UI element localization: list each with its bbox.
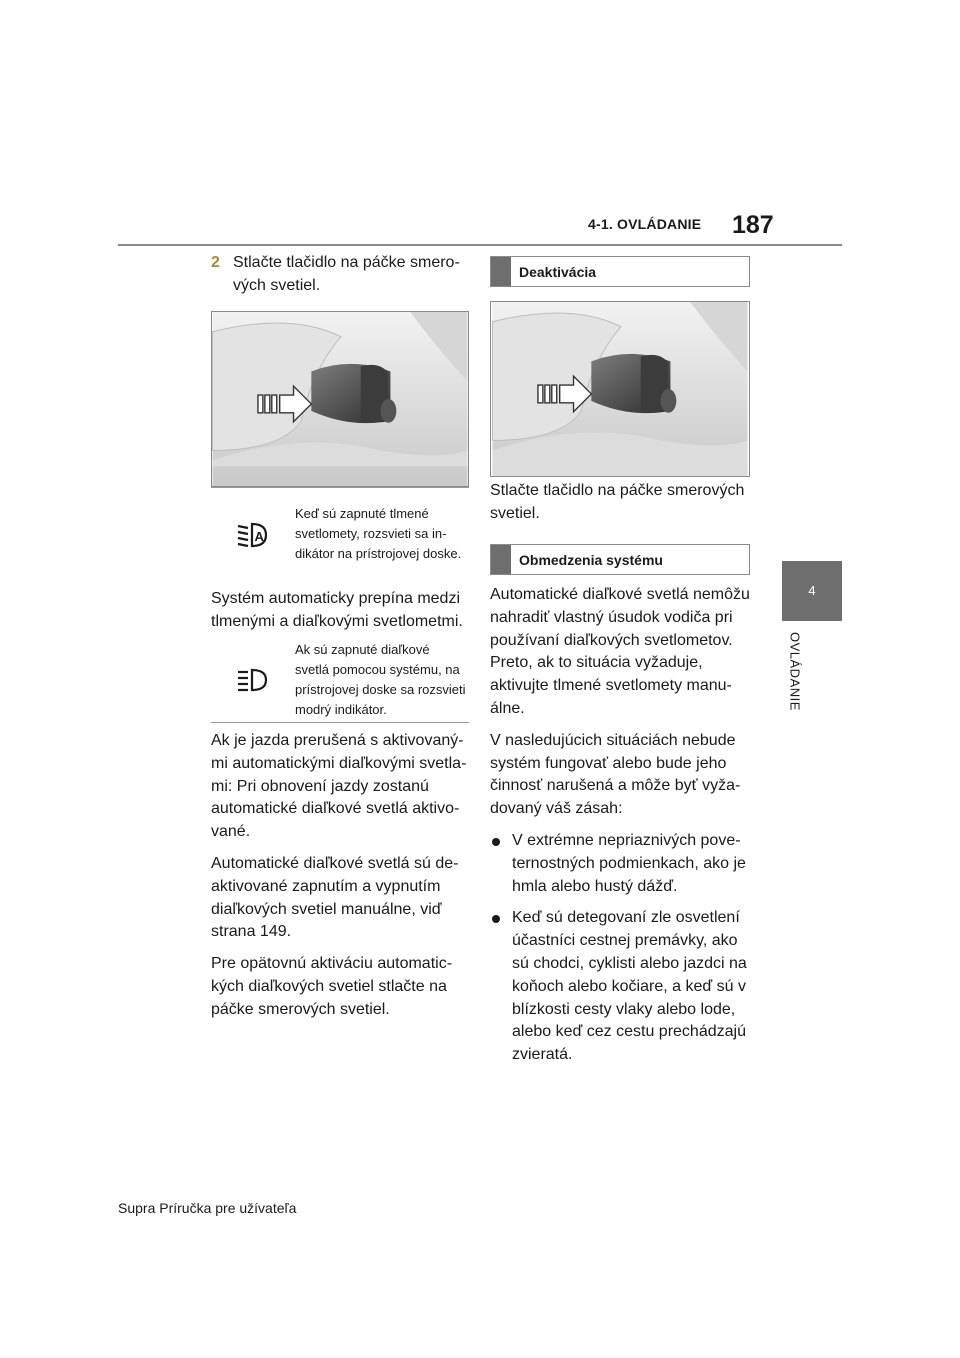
heading-bar [491,257,511,286]
list-item: Keď sú detegovaní zle osvetlení účastníci cestnej premávky, ako sú chodci, cyklisti alebo jazdci na koňoch alebo kočiare, a keď sú v blízkosti cesty vlaky alebo lode, alebo keď cez cestu prechádzajú zvieratá. [490,907,754,1067]
step-number: 2 [211,254,220,271]
deactivation-text: Stlačte tlačidlo na páčke smerových svetiel. [490,482,745,522]
paragraph-deactivation-manual: Automatické diaľkové svetlá sú deaktivované zapnutím a vypnutím diaľkových svetiel manuálne, viď strana 149. [211,854,459,941]
chapter-tab: 4 [782,561,842,621]
svg-text:A: A [254,529,264,544]
chapter-label: OVLÁDANIE [787,632,803,711]
list-item: V extrémne nepriaznivých poveternostných podmienkach, ako je hmla alebo hustý dážď. [490,830,754,898]
footer-text: Supra Príručka pre užívateľa [118,1200,297,1216]
low-beam-auto-icon [236,520,270,548]
high-beam-icon [236,667,270,693]
stalk-illustration-svg [212,312,468,486]
limits-paragraph-1: Automatické diaľkové svetlá nemôžu nahradiť vlastný úsudok vodiča pri používaní diaľkových svetlometov. Preto, ak to situácia vyžaduje, aktivujte tlmené svetlomety manuálne. [490,586,750,717]
low-beam-note-text: Keď sú zapnuté tlmené svetlomety, rozsvieti sa indikátor na prístrojovej doske. [295,506,462,561]
heading-bar [491,545,511,574]
section-title: 4-1. OVLÁDANIE [588,216,702,232]
page-number: 187 [732,211,774,239]
limits-paragraph-2: V nasledujúcich situáciách nebude systém fungovať alebo bude jeho činnosť narušená a môže byť vyžadovaný váš zásah: [490,731,741,818]
auto-switch-paragraph: Systém automaticky prepína medzi tlmenými a diaľkovými svetlometmi. [211,590,463,630]
stalk-button-illustration [211,311,469,487]
limits-bullet-list [490,830,754,1067]
deactivation-illustration-svg [491,302,749,476]
paragraph-reactivation: Pre opätovnú aktiváciu automatických diaľkových svetiel stlačte na páčke smerových svetiel. [211,955,453,1018]
header-divider [118,244,842,246]
step-2 [211,252,469,298]
deactivation-illustration [490,301,750,477]
note-divider-bottom [211,722,469,723]
heading-deactivation: Deaktivácia [490,256,750,287]
high-beam-note-text: Ak sú zapnuté diaľkové svetlá pomocou systému, na prístrojovej doske sa rozsvieti modrý indikátor. [295,642,466,717]
heading-system-limits: Obmedzenia systému [490,544,750,575]
paragraph-interruption: Ak je jazda prerušená s aktivovanými automatickými diaľkovými svetlami: Pri obnovení jazdy zostanú automatické diaľkové svetlá aktivované. [211,732,467,841]
high-beam-note [211,640,469,720]
step-text: Stlačte tlačidlo na páčke smerových svetiel. [233,254,460,294]
low-beam-note [211,494,469,574]
note-divider-top [211,487,469,488]
